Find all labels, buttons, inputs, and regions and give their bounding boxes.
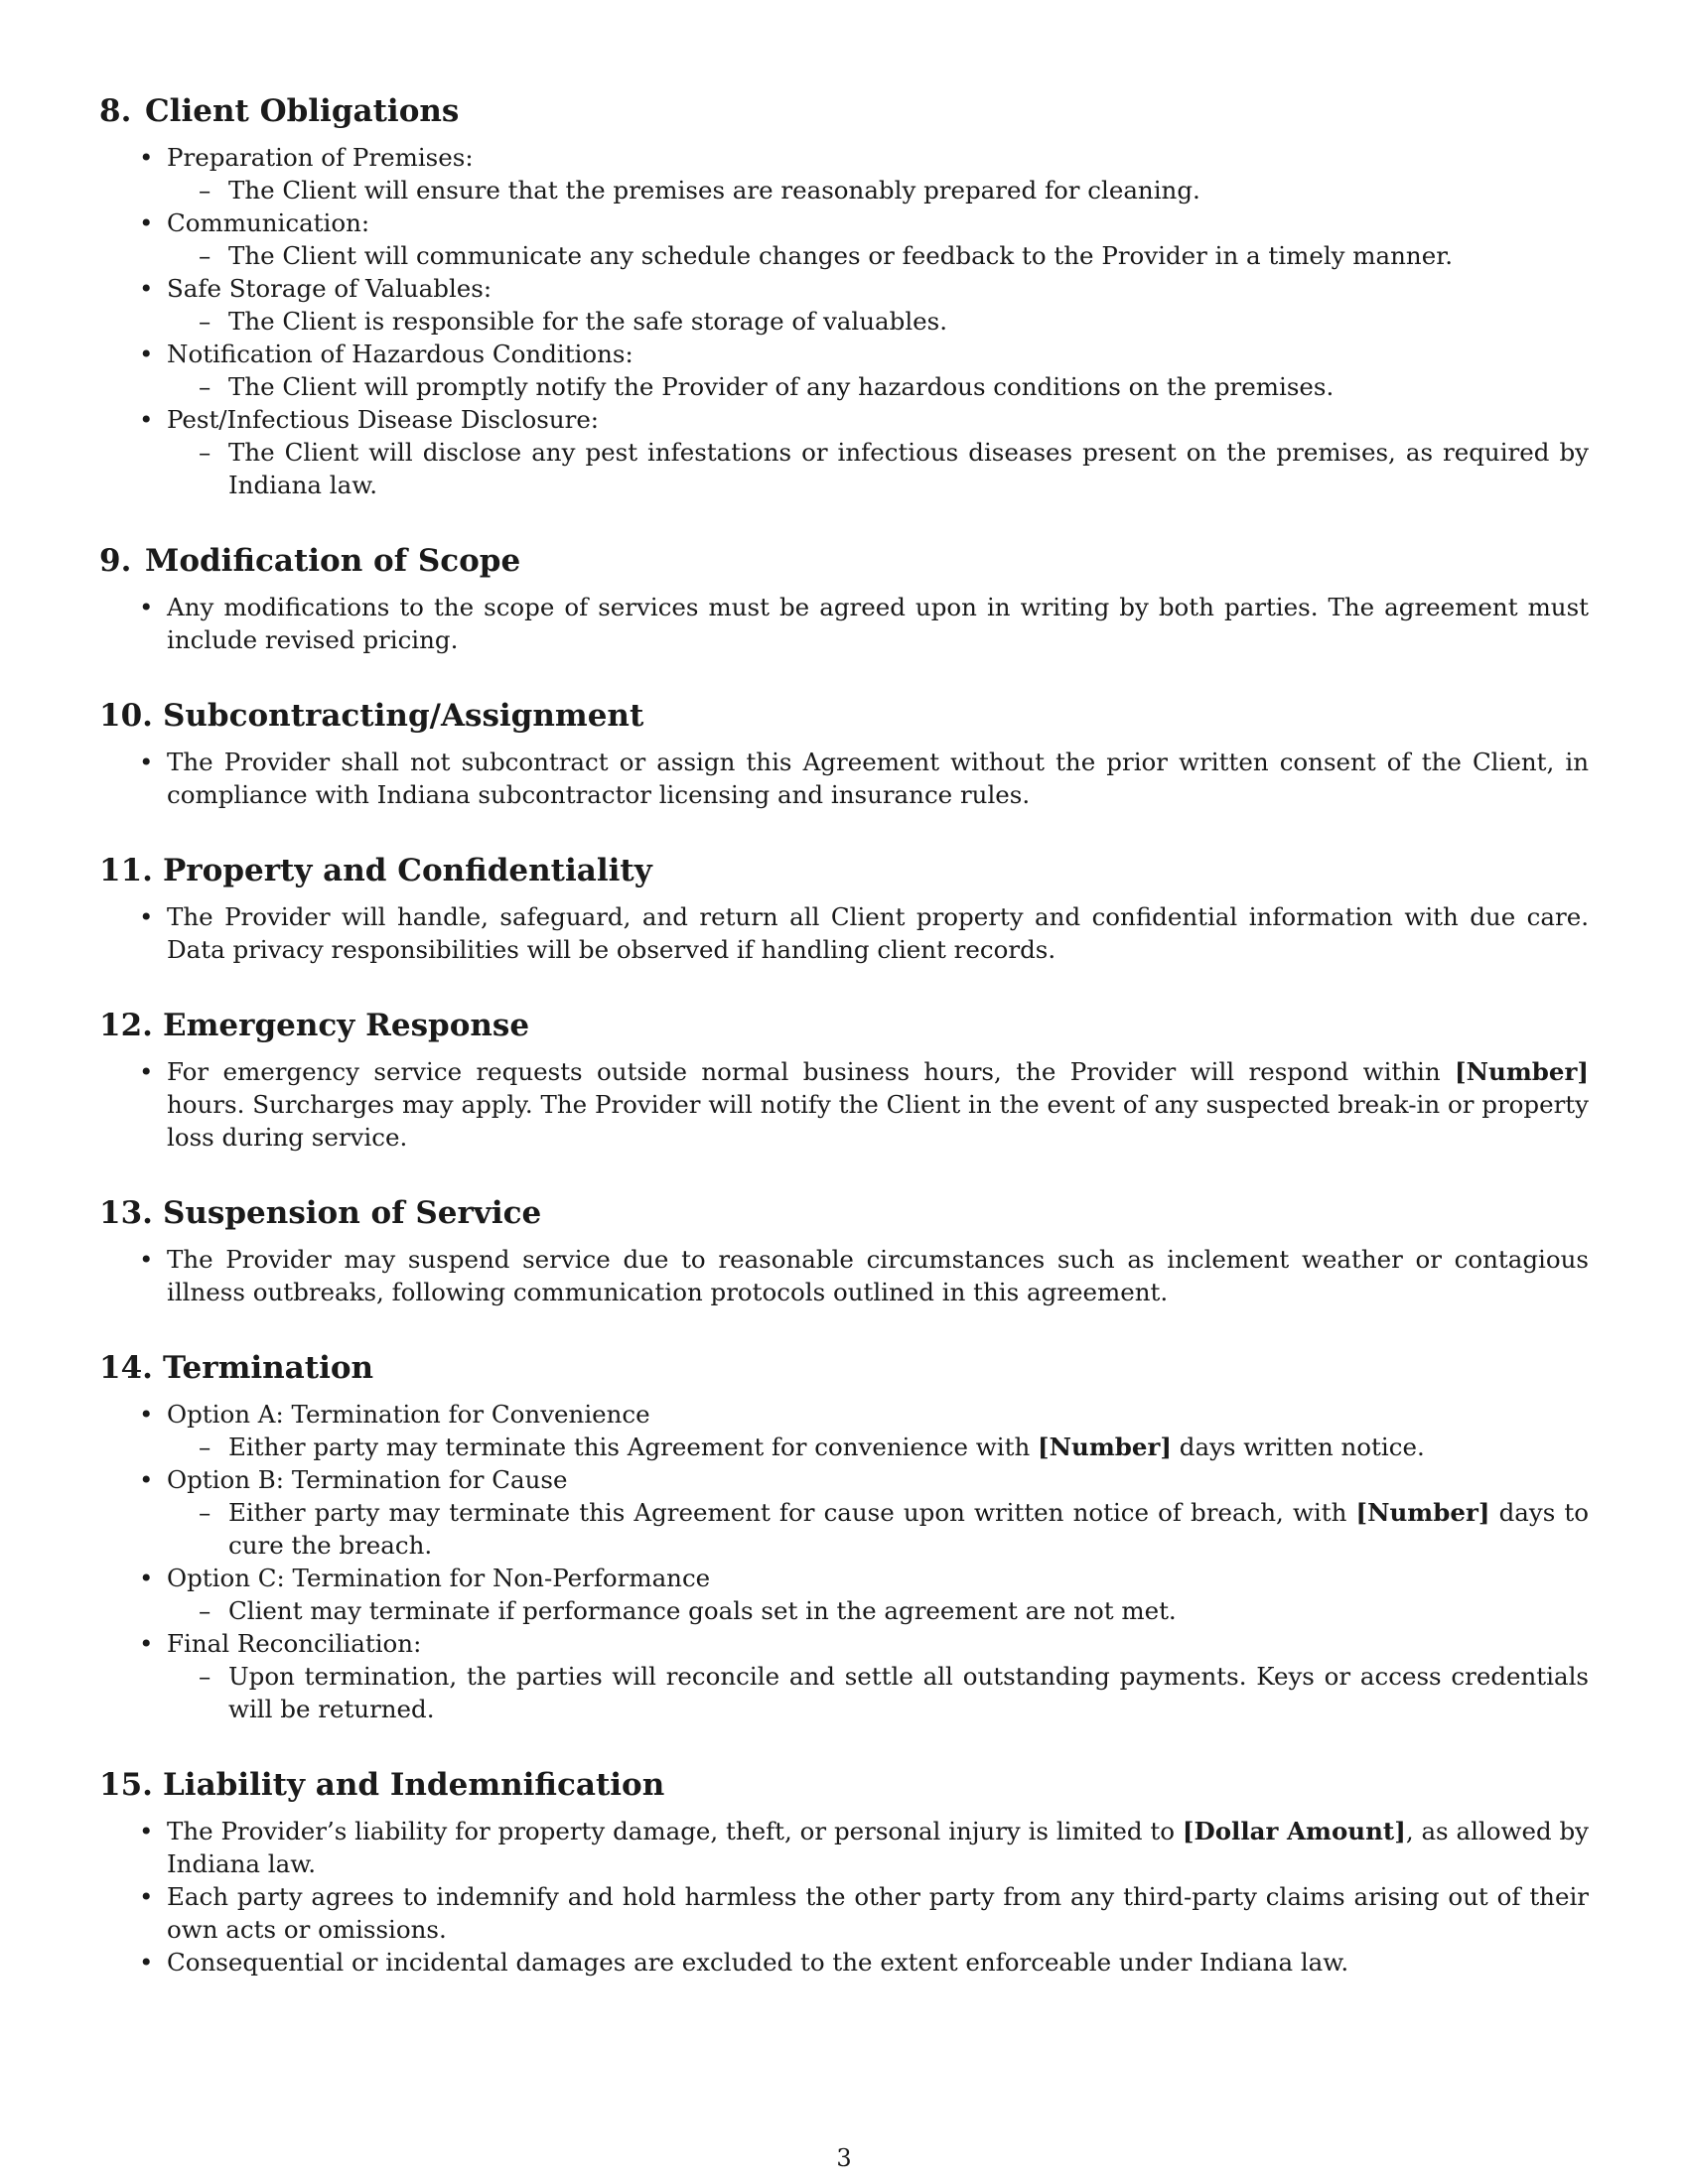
section-title: Emergency Response — [163, 1008, 530, 1043]
list-item: • Consequential or incidental damages are excluded to the extent enforceable under Indiana law. — [99, 1946, 1589, 1979]
section-title: Termination — [163, 1350, 374, 1386]
section-client-obligations — [99, 91, 1589, 501]
sub-item-text: Client may terminate if performance goals set in the agreement are not met. — [228, 1596, 1177, 1625]
sub-list-item — [167, 1594, 1589, 1627]
list-item — [99, 1627, 1589, 1725]
list-item — [99, 338, 1589, 403]
item-label: Preparation of Premises: — [167, 143, 474, 172]
bullet-list — [99, 1243, 1589, 1308]
section-number: 15. — [99, 1767, 153, 1803]
sub-item-text: days written notice. — [1171, 1433, 1425, 1461]
sub-list-item — [167, 370, 1589, 403]
section-heading — [99, 1348, 1589, 1388]
list-item: • The Provider will handle, safeguard, and return all Client property and confidential information with due care. Data privacy responsibilities will be observed if handling client records. — [99, 900, 1589, 966]
item-label: Option A: Termination for Convenience — [167, 1400, 650, 1429]
list-item: • Any modifications to the scope of services must be agreed upon in writing by both parties. The agreement must include revised pricing. — [99, 591, 1589, 656]
bullet-list — [99, 746, 1589, 811]
bullet-list — [99, 900, 1589, 966]
item-label: Notification of Hazardous Conditions: — [167, 340, 633, 368]
document-page — [99, 91, 1589, 2018]
section-number: 11. — [99, 853, 153, 888]
list-item — [99, 206, 1589, 272]
item-text: For emergency service requests outside normal business hours, the Provider will respond within — [167, 1057, 1456, 1086]
section-title: Suspension of Service — [163, 1195, 542, 1231]
section-emergency-response — [99, 1006, 1589, 1154]
section-subcontracting-assignment — [99, 696, 1589, 811]
list-item — [99, 1055, 1589, 1154]
section-heading — [99, 696, 1589, 736]
item-label: Option C: Termination for Non-Performance — [167, 1564, 711, 1592]
section-number: 14. — [99, 1350, 153, 1386]
placeholder-number: [Number] — [1355, 1498, 1490, 1527]
section-number: 12. — [99, 1008, 153, 1043]
sub-list-item — [167, 1496, 1589, 1562]
sub-item-text: Upon termination, the parties will reconcile and settle all outstanding payments. Keys or access credentials will be returned. — [228, 1662, 1589, 1723]
sub-item-text: The Client will promptly notify the Provider of any hazardous conditions on the premises. — [228, 372, 1335, 401]
section-title: Subcontracting/Assignment — [163, 698, 644, 734]
item-label: Pest/Infectious Disease Disclosure: — [167, 405, 600, 434]
list-item: • The Provider may suspend service due to reasonable circumstances such as inclement weather or contagious illness outbreaks, following communication protocols outlined in this agreement. — [99, 1243, 1589, 1308]
sub-item-text: The Client will communicate any schedule changes or feedback to the Provider in a timely manner. — [228, 241, 1454, 270]
sub-list-item — [167, 174, 1589, 206]
placeholder-number: [Number] — [1038, 1433, 1172, 1461]
section-title: Modification of Scope — [145, 543, 521, 579]
sub-list-item — [167, 1431, 1589, 1463]
section-heading — [99, 1765, 1589, 1805]
list-item — [99, 272, 1589, 338]
sub-item-text: Either party may terminate this Agreement for cause upon written notice of breach, with — [228, 1498, 1356, 1527]
sub-item-text: days to cure the breach. — [228, 1498, 1589, 1560]
bullet-list — [99, 141, 1589, 501]
section-title: Liability and Indemnification — [163, 1767, 665, 1803]
list-item: • Each party agrees to indemnify and hold harmless the other party from any third-party claims arising out of their own acts or omissions. — [99, 1880, 1589, 1946]
bullet-list — [99, 1055, 1589, 1154]
sub-list-item — [167, 305, 1589, 338]
list-item: • The Provider shall not subcontract or assign this Agreement without the prior written consent of the Client, in compliance with Indiana subcontractor licensing and insurance rules. — [99, 746, 1589, 811]
section-number: 13. — [99, 1195, 153, 1231]
page-number: 3 — [836, 2144, 852, 2172]
sub-list-item — [167, 436, 1589, 501]
bullet-list — [99, 1815, 1589, 1979]
list-item — [99, 141, 1589, 206]
section-number: 9. — [99, 543, 132, 579]
list-item — [99, 1398, 1589, 1463]
list-item — [99, 1562, 1589, 1627]
section-number: 8. — [99, 93, 132, 129]
section-termination — [99, 1348, 1589, 1725]
section-liability-and-indemnification — [99, 1765, 1589, 1979]
section-number: 10. — [99, 698, 153, 734]
sub-list-item — [167, 239, 1589, 272]
list-item — [99, 403, 1589, 501]
item-text: , as allowed by Indiana law. — [167, 1817, 1589, 1878]
bullet-list — [99, 591, 1589, 656]
placeholder-dollar-amount: [Dollar Amount] — [1182, 1817, 1406, 1845]
sub-item-text: The Client is responsible for the safe storage of valuables. — [228, 307, 948, 336]
sub-item-text: Either party may terminate this Agreement for convenience with — [228, 1433, 1039, 1461]
item-text: hours. Surcharges may apply. The Provider will notify the Client in the event of any suspected break-in or property loss during service. — [167, 1090, 1589, 1152]
section-modification-of-scope — [99, 541, 1589, 656]
section-heading — [99, 851, 1589, 890]
section-title: Property and Confidentiality — [163, 853, 652, 888]
item-text: The Provider’s liability for property damage, theft, or personal injury is limited to — [167, 1817, 1183, 1845]
item-label: Safe Storage of Valuables: — [167, 274, 492, 303]
section-title: Client Obligations — [145, 93, 460, 129]
sub-item-text: The Client will ensure that the premises are reasonably prepared for cleaning. — [228, 176, 1200, 205]
section-property-and-confidentiality — [99, 851, 1589, 966]
bullet-list — [99, 1398, 1589, 1725]
item-label: Option B: Termination for Cause — [167, 1465, 568, 1494]
item-label: Final Reconciliation: — [167, 1629, 422, 1658]
sub-list-item — [167, 1660, 1589, 1725]
section-heading — [99, 541, 1589, 581]
section-heading — [99, 1193, 1589, 1233]
item-label: Communication: — [167, 208, 370, 237]
list-item — [99, 1463, 1589, 1562]
placeholder-number: [Number] — [1455, 1057, 1589, 1086]
section-heading — [99, 1006, 1589, 1045]
section-heading — [99, 91, 1589, 131]
sub-item-text: The Client will disclose any pest infestations or infectious diseases present on the premises, as required by Indiana law. — [228, 438, 1589, 499]
section-suspension-of-service — [99, 1193, 1589, 1308]
list-item — [99, 1815, 1589, 1880]
